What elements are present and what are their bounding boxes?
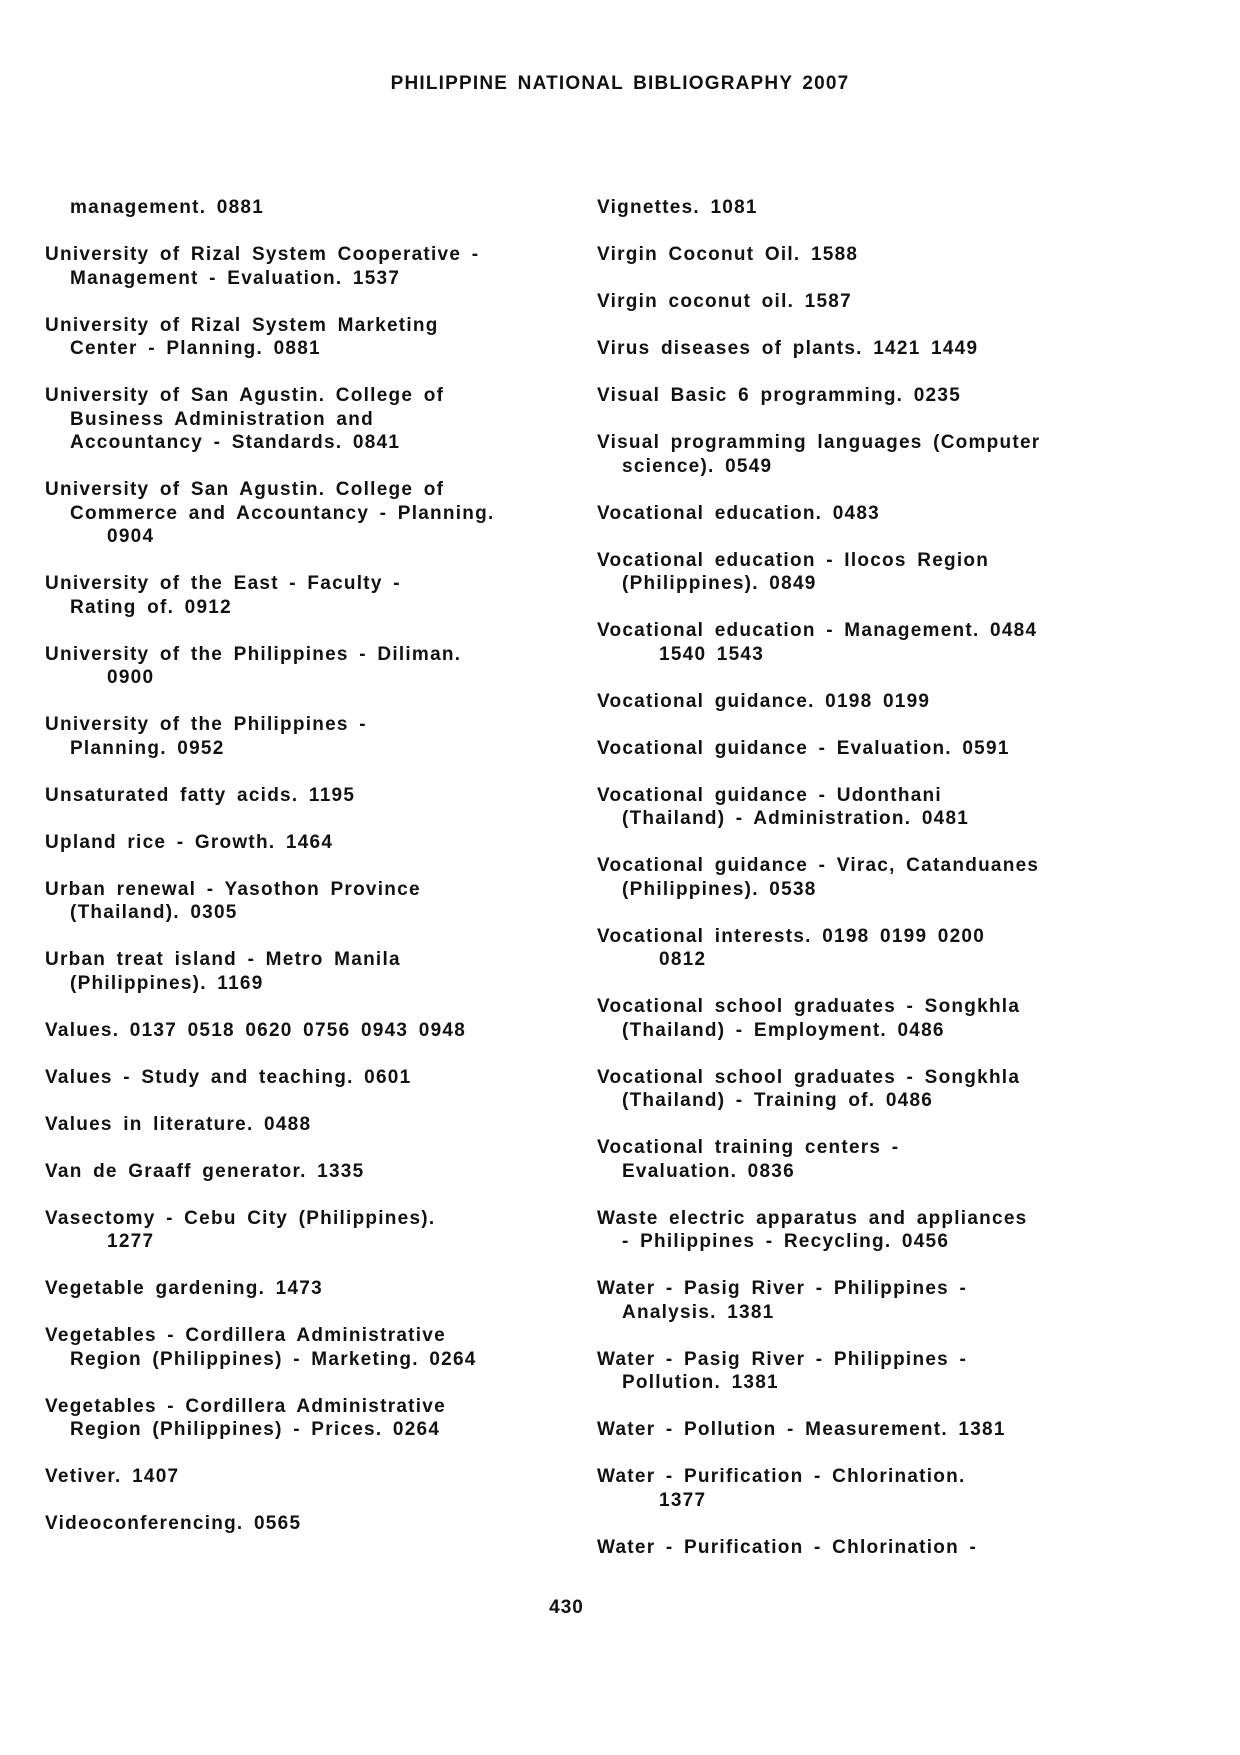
index-entry-line: Vegetables - Cordillera Administrative xyxy=(45,1325,446,1346)
index-entry-line: 1540 1543 xyxy=(659,643,765,665)
index-entry-line: Vocational school graduates - Songkhla xyxy=(597,996,1021,1017)
index-entry xyxy=(45,1465,565,1489)
page-header-title: PHILIPPINE NATIONAL BIBLIOGRAPHY 2007 xyxy=(390,73,850,94)
index-entry-line: Water - Purification - Chlorination. xyxy=(597,1466,966,1487)
index-entry xyxy=(597,619,1157,666)
index-entry xyxy=(45,784,565,808)
index-entry-line: Vocational school graduates - Songkhla xyxy=(597,1066,1021,1088)
index-entry xyxy=(45,831,565,855)
index-entry-line: Pollution. 1381 xyxy=(622,1372,779,1393)
index-entry-line: Region (Philippines) - Marketing. 0264 xyxy=(70,1348,477,1370)
index-entry-line: management. 0881 xyxy=(70,197,265,218)
index-entry-line: science). 0549 xyxy=(622,455,773,477)
index-entry xyxy=(45,948,565,995)
index-entry xyxy=(597,1136,1157,1183)
index-entry xyxy=(45,1066,565,1090)
index-entry xyxy=(597,1066,1157,1113)
index-entry-line: Vocational education - Management. 0484 xyxy=(597,620,1038,641)
index-entry-line: University of the East - Faculty - xyxy=(45,573,401,594)
index-entry-line: Water - Pollution - Measurement. 1381 xyxy=(597,1419,1006,1440)
index-entry-line: 0904 xyxy=(107,526,155,547)
index-entry xyxy=(45,1207,565,1254)
index-entry-line: Vegetables - Cordillera Administrative xyxy=(45,1395,446,1417)
index-entry-line: Vocational interests. 0198 0199 0200 xyxy=(597,925,986,947)
index-entry-line: University of San Agustin. College of xyxy=(45,385,445,406)
index-entry xyxy=(45,1160,565,1184)
index-entry-line: Van de Graaff generator. 1335 xyxy=(45,1160,365,1182)
index-entry-line: (Thailand). 0305 xyxy=(70,902,238,923)
index-entry-line: Upland rice - Growth. 1464 xyxy=(45,831,334,853)
index-entry xyxy=(597,549,1157,596)
index-entry-line: Vocational guidance. 0198 0199 xyxy=(597,690,931,712)
index-entry xyxy=(597,431,1157,478)
index-entry-line: 1377 xyxy=(659,1489,707,1511)
index-entry xyxy=(45,243,565,290)
index-entry-line: Rating of. 0912 xyxy=(70,596,232,618)
index-column-left xyxy=(45,196,565,1559)
index-entry-line: Vocational training centers - xyxy=(597,1137,900,1158)
index-entry-line: Vocational guidance - Virac, Catanduanes xyxy=(597,855,1040,876)
index-entry-line: (Philippines). 0849 xyxy=(622,573,817,594)
index-entry xyxy=(597,1465,1157,1512)
index-entry xyxy=(45,384,565,455)
index-entry xyxy=(597,1418,1157,1442)
index-entry xyxy=(45,1277,565,1301)
index-entry-line: University of Rizal System Marketing xyxy=(45,314,439,336)
index-entry xyxy=(597,196,1157,220)
index-entry xyxy=(597,1536,1157,1560)
index-entry xyxy=(45,713,565,760)
index-entry-line: Values - Study and teaching. 0601 xyxy=(45,1066,412,1088)
index-entry-line: Commerce and Accountancy - Planning. xyxy=(70,502,495,524)
index-entry-line: (Philippines). 1169 xyxy=(70,972,264,994)
index-entry xyxy=(597,1277,1157,1324)
index-entry-line: Virgin Coconut Oil. 1588 xyxy=(597,244,859,265)
index-entry xyxy=(45,643,565,690)
index-entry-line: Accountancy - Standards. 0841 xyxy=(70,432,401,453)
index-entry xyxy=(45,1395,565,1442)
index-entry xyxy=(597,337,1157,361)
index-entry-line: Center - Planning. 0881 xyxy=(70,338,321,359)
index-entry-line: Unsaturated fatty acids. 1195 xyxy=(45,784,356,806)
index-entry-line: Visual Basic 6 programming. 0235 xyxy=(597,385,962,406)
index-entry-line: (Thailand) - Training of. 0486 xyxy=(622,1090,934,1111)
index-entry-line: Water - Pasig River - Philippines - xyxy=(597,1348,968,1370)
index-entry-line: Vocational guidance - Evaluation. 0591 xyxy=(597,737,1010,759)
index-entry-line: Management - Evaluation. 1537 xyxy=(70,267,401,289)
index-entry-line: 0812 xyxy=(659,949,707,970)
index-entry-line: Virgin coconut oil. 1587 xyxy=(597,291,852,312)
index-entry xyxy=(45,572,565,619)
index-entry-line: Videoconferencing. 0565 xyxy=(45,1513,302,1534)
index-entry-line: Region (Philippines) - Prices. 0264 xyxy=(70,1419,441,1440)
index-entry-line: Evaluation. 0836 xyxy=(622,1160,795,1182)
index-entry xyxy=(597,1207,1157,1254)
index-entry-line: Visual programming languages (Computer xyxy=(597,432,1041,453)
index-entry-line: Vegetable gardening. 1473 xyxy=(45,1278,323,1299)
index-entry-line: Values in literature. 0488 xyxy=(45,1113,312,1135)
index-entry xyxy=(45,196,565,220)
index-entry xyxy=(597,690,1157,714)
index-entry-line: University of the Philippines - xyxy=(45,714,367,735)
index-entry xyxy=(597,384,1157,408)
index-entry-line: Analysis. 1381 xyxy=(622,1301,775,1323)
index-entry-line: Waste electric apparatus and appliances xyxy=(597,1207,1028,1229)
index-entry-line: Planning. 0952 xyxy=(70,737,225,759)
index-entry xyxy=(45,1324,565,1371)
index-entry-line: Business Administration and xyxy=(70,408,374,430)
index-entry-line: Urban treat island - Metro Manila xyxy=(45,949,401,970)
index-entry xyxy=(597,243,1157,267)
index-entry-line: (Philippines). 0538 xyxy=(622,878,817,900)
index-entry-line: - Philippines - Recycling. 0456 xyxy=(622,1231,950,1252)
index-entry-line: Values. 0137 0518 0620 0756 0943 0948 xyxy=(45,1019,467,1041)
index-entry xyxy=(597,995,1157,1042)
index-entry xyxy=(45,1113,565,1137)
index-entry-line: Vocational guidance - Udonthani xyxy=(597,784,942,806)
index-entry-line: Vetiver. 1407 xyxy=(45,1466,180,1487)
index-entry xyxy=(45,1019,565,1043)
index-entry-line: University of the Philippines - Diliman. xyxy=(45,643,462,665)
index-entry-line: Water - Pasig River - Philippines - xyxy=(597,1278,968,1299)
index-entry-line: University of San Agustin. College of xyxy=(45,479,445,500)
index-entry-line: (Thailand) - Employment. 0486 xyxy=(622,1019,945,1041)
index-entry-line: Vocational education. 0483 xyxy=(597,502,881,524)
index-entry xyxy=(45,478,565,549)
page-number: 430 xyxy=(549,1597,584,1618)
index-entry-line: (Thailand) - Administration. 0481 xyxy=(622,808,970,829)
index-entry xyxy=(597,784,1157,831)
index-entry-line: Vignettes. 1081 xyxy=(597,197,758,218)
index-column-right xyxy=(597,196,1157,1583)
index-entry-line: Virus diseases of plants. 1421 1449 xyxy=(597,338,979,359)
index-entry-line: Urban renewal - Yasothon Province xyxy=(45,878,421,900)
index-entry xyxy=(597,737,1157,761)
index-entry-line: University of Rizal System Cooperative - xyxy=(45,244,480,265)
index-entry xyxy=(597,854,1157,901)
index-entry xyxy=(45,314,565,361)
index-entry-line: Vocational education - Ilocos Region xyxy=(597,549,990,571)
index-entry xyxy=(597,1348,1157,1395)
index-entry-line: Vasectomy - Cebu City (Philippines). xyxy=(45,1207,436,1229)
index-entry-line: Water - Purification - Chlorination - xyxy=(597,1536,978,1558)
index-entry xyxy=(597,925,1157,972)
index-entry xyxy=(45,1512,565,1536)
index-entry xyxy=(597,290,1157,314)
index-entry xyxy=(597,502,1157,526)
index-entry-line: 1277 xyxy=(107,1231,155,1252)
index-entry-line: 0900 xyxy=(107,667,155,688)
index-entry xyxy=(45,878,565,925)
